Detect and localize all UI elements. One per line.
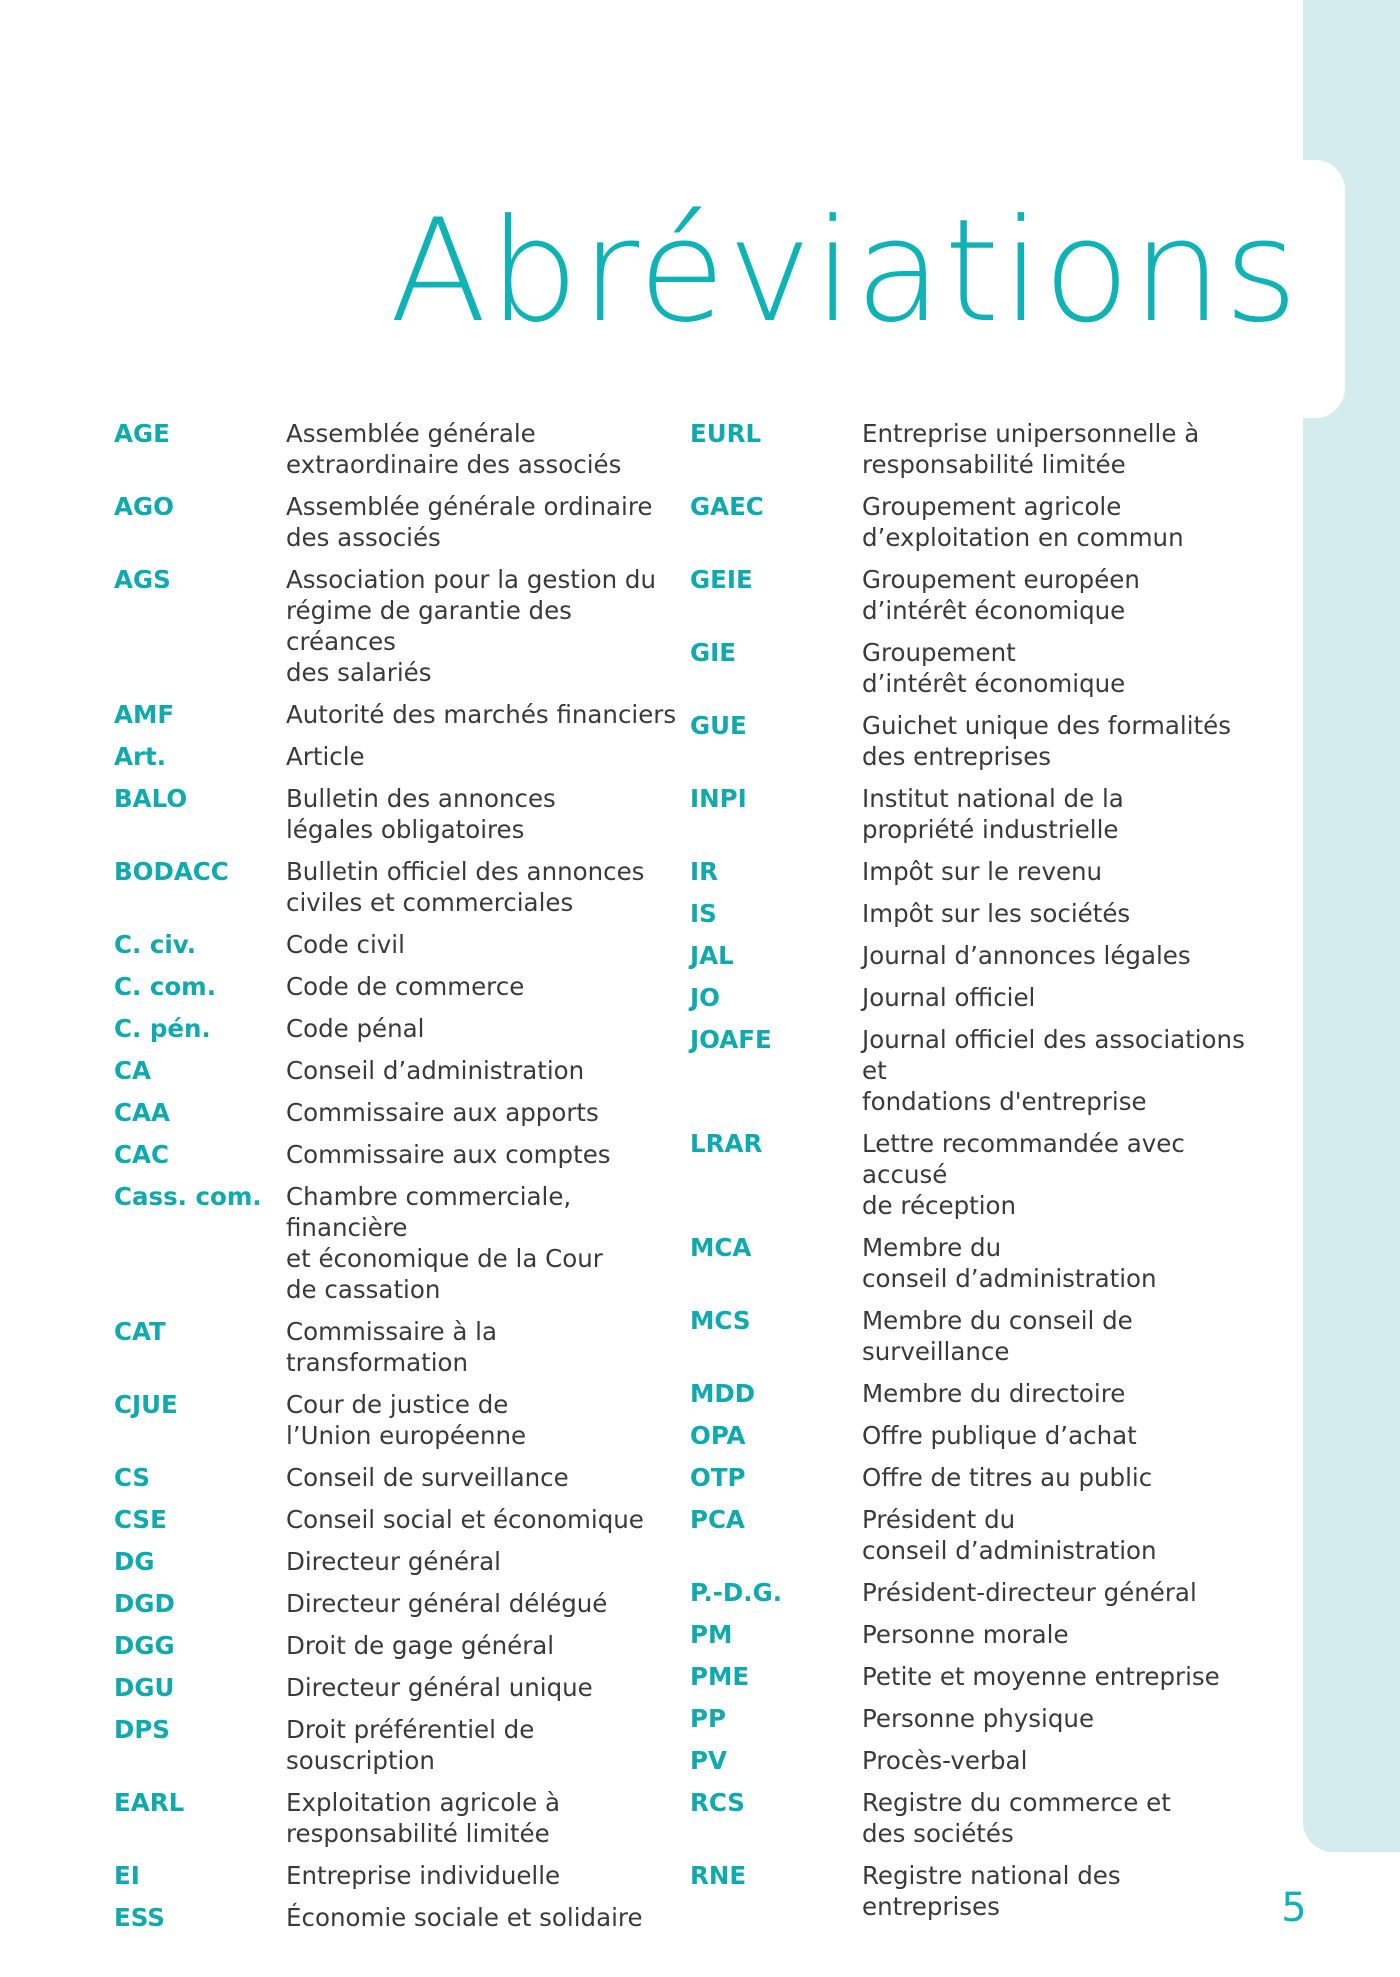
- abbreviation-entry: [114, 1860, 684, 1891]
- abbreviation-definition: Lettre recommandée avec accusé de réception: [862, 1129, 1185, 1220]
- abbreviation-term: AGE: [114, 419, 170, 448]
- abbreviation-definition: Personne physique: [862, 1704, 1095, 1733]
- abbreviation-definition: Commissaire aux apports: [286, 1098, 599, 1127]
- abbreviation-definition: Association pour la gestion du régime de garantie des créances des salariés: [286, 565, 657, 687]
- abbreviation-term: CS: [114, 1463, 151, 1492]
- abbreviation-definition: Directeur général: [286, 1547, 501, 1576]
- abbreviation-term: DGD: [114, 1589, 175, 1618]
- abbreviation-term: INPI: [690, 784, 747, 813]
- abbreviation-entry: [114, 1787, 684, 1849]
- abbreviation-entry: [690, 1745, 1260, 1776]
- abbreviation-definition: Groupement européen d’intérêt économique: [862, 565, 1140, 625]
- abbreviation-definition: Impôt sur les sociétés: [862, 899, 1131, 928]
- abbreviation-entry: [114, 1504, 684, 1535]
- abbreviation-definition: Journal officiel des associations et fondations d'entreprise: [862, 1025, 1245, 1116]
- abbreviation-list-left: [114, 418, 684, 1944]
- abbreviation-definition: Cour de justice de l’Union européenne: [286, 1390, 527, 1450]
- abbreviation-term: AGO: [114, 492, 174, 521]
- abbreviation-term: IS: [690, 899, 717, 928]
- abbreviation-definition: Directeur général unique: [286, 1673, 593, 1702]
- abbreviation-definition: Registre du commerce et des sociétés: [862, 1788, 1171, 1848]
- abbreviation-entry: [690, 783, 1260, 845]
- abbreviation-term: GAEC: [690, 492, 764, 521]
- abbreviation-entry: [114, 699, 684, 730]
- abbreviation-entry: [114, 929, 684, 960]
- abbreviation-definition: Procès-verbal: [862, 1746, 1028, 1775]
- abbreviation-term: DGG: [114, 1631, 175, 1660]
- abbreviation-entry: [690, 1378, 1260, 1409]
- abbreviation-term: Art.: [114, 742, 167, 771]
- abbreviation-definition: Bulletin officiel des annonces civiles et commerciales: [286, 857, 645, 917]
- abbreviation-term: MDD: [690, 1379, 756, 1408]
- abbreviation-entry: [114, 564, 684, 688]
- abbreviation-definition: Personne morale: [862, 1620, 1069, 1649]
- abbreviation-definition: Exploitation agricole à responsabilité limitée: [286, 1788, 561, 1848]
- abbreviation-term: C. com.: [114, 972, 217, 1001]
- abbreviation-entry: [690, 1305, 1260, 1367]
- abbreviation-term: P.-D.G.: [690, 1578, 782, 1607]
- abbreviation-entry: [114, 1546, 684, 1577]
- abbreviation-term: JO: [690, 983, 720, 1012]
- abbreviation-term: GIE: [690, 638, 736, 667]
- abbreviation-entry: [114, 1013, 684, 1044]
- abbreviation-entry: [690, 491, 1260, 553]
- abbreviation-term: Cass. com.: [114, 1182, 262, 1211]
- abbreviation-term: EARL: [114, 1788, 185, 1817]
- abbreviation-definition: Directeur général délégué: [286, 1589, 608, 1618]
- abbreviation-term: LRAR: [690, 1129, 763, 1158]
- abbreviation-entry: [690, 637, 1260, 699]
- abbreviation-entry: [690, 1504, 1260, 1566]
- abbreviation-entry: [690, 898, 1260, 929]
- abbreviation-entry: [690, 1703, 1260, 1734]
- page-number: 5: [1281, 1885, 1307, 1931]
- abbreviation-entry: [690, 856, 1260, 887]
- abbreviation-definition: Groupement d’intérêt économique: [862, 638, 1126, 698]
- abbreviation-definition: Code pénal: [286, 1014, 425, 1043]
- abbreviation-entry: [690, 1420, 1260, 1451]
- abbreviation-definition: Groupement agricole d’exploitation en commun: [862, 492, 1184, 552]
- abbreviation-term: CA: [114, 1056, 151, 1085]
- abbreviation-term: BALO: [114, 784, 188, 813]
- abbreviation-term: RCS: [690, 1788, 745, 1817]
- abbreviation-definition: Assemblée générale ordinaire des associés: [286, 492, 653, 552]
- abbreviation-definition: Code civil: [286, 930, 405, 959]
- abbreviation-term: MCA: [690, 1233, 752, 1262]
- abbreviation-term: PV: [690, 1746, 727, 1775]
- abbreviation-definition: Article: [286, 742, 365, 771]
- abbreviation-definition: Conseil de surveillance: [286, 1463, 569, 1492]
- abbreviation-definition: Entreprise individuelle: [286, 1861, 561, 1890]
- abbreviation-entry: [114, 1672, 684, 1703]
- abbreviation-term: C. civ.: [114, 930, 197, 959]
- abbreviation-term: OPA: [690, 1421, 746, 1450]
- abbreviation-definition: Droit de gage général: [286, 1631, 555, 1660]
- abbreviation-term: PM: [690, 1620, 733, 1649]
- abbreviation-entry: [690, 1619, 1260, 1650]
- abbreviation-term: DPS: [114, 1715, 170, 1744]
- abbreviation-definition: Président-directeur général: [862, 1578, 1197, 1607]
- abbreviation-term: DG: [114, 1547, 155, 1576]
- abbreviation-term: PCA: [690, 1505, 745, 1534]
- abbreviation-entry: [114, 1462, 684, 1493]
- abbreviation-entry: [114, 1097, 684, 1128]
- abbreviation-definition: Institut national de la propriété industrielle: [862, 784, 1124, 844]
- abbreviation-entry: [114, 1181, 684, 1305]
- abbreviation-definition: Bulletin des annonces légales obligatoires: [286, 784, 556, 844]
- abbreviation-entry: [690, 418, 1260, 480]
- abbreviation-term: DGU: [114, 1673, 175, 1702]
- abbreviation-term: JAL: [690, 941, 734, 970]
- abbreviation-definition: Droit préférentiel de souscription: [286, 1715, 535, 1775]
- abbreviation-term: PP: [690, 1704, 726, 1733]
- abbreviation-definition: Président du conseil d’administration: [862, 1505, 1157, 1565]
- abbreviation-entry: [114, 491, 684, 553]
- abbreviation-definition: Commissaire aux comptes: [286, 1140, 611, 1169]
- abbreviation-definition: Membre du directoire: [862, 1379, 1126, 1408]
- abbreviation-definition: Conseil d’administration: [286, 1056, 585, 1085]
- abbreviation-definition: Impôt sur le revenu: [862, 857, 1103, 886]
- abbreviation-entry: [690, 710, 1260, 772]
- abbreviation-term: JOAFE: [690, 1025, 772, 1054]
- abbreviation-definition: Journal d’annonces légales: [862, 941, 1191, 970]
- abbreviation-term: ESS: [114, 1903, 165, 1932]
- abbreviation-definition: Petite et moyenne entreprise: [862, 1662, 1220, 1691]
- abbreviation-entry: [690, 1024, 1260, 1117]
- abbreviation-term: CAC: [114, 1140, 169, 1169]
- abbreviation-definition: Membre du conseil de surveillance: [862, 1306, 1133, 1366]
- abbreviation-definition: Assemblée générale extraordinaire des associés: [286, 419, 622, 479]
- abbreviation-entry: [114, 783, 684, 845]
- abbreviation-term: GEIE: [690, 565, 753, 594]
- page-title: Abréviations: [389, 189, 1300, 354]
- abbreviation-entry: [690, 1661, 1260, 1692]
- abbreviation-entry: [690, 1860, 1260, 1922]
- abbreviation-entry: [690, 982, 1260, 1013]
- abbreviation-entry: [114, 1055, 684, 1086]
- abbreviation-term: CAA: [114, 1098, 170, 1127]
- abbreviation-term: OTP: [690, 1463, 746, 1492]
- abbreviation-entry: [690, 940, 1260, 971]
- abbreviation-definition: Offre de titres au public: [862, 1463, 1153, 1492]
- abbreviation-entry: [114, 1630, 684, 1661]
- abbreviation-term: CSE: [114, 1505, 167, 1534]
- abbreviation-entry: [690, 1462, 1260, 1493]
- abbreviation-entry: [114, 1316, 684, 1378]
- abbreviation-list-right: [690, 418, 1260, 1933]
- abbreviation-definition: Guichet unique des formalités des entreprises: [862, 711, 1231, 771]
- abbreviation-definition: Commissaire à la transformation: [286, 1317, 498, 1377]
- abbreviation-entry: [114, 856, 684, 918]
- abbreviation-term: C. pén.: [114, 1014, 211, 1043]
- abbreviation-entry: [690, 1232, 1260, 1294]
- abbreviation-term: EURL: [690, 419, 762, 448]
- abbreviation-entry: [690, 564, 1260, 626]
- abbreviation-term: GUE: [690, 711, 747, 740]
- abbreviation-term: PME: [690, 1662, 750, 1691]
- abbreviation-term: BODACC: [114, 857, 229, 886]
- abbreviation-term: IR: [690, 857, 718, 886]
- abbreviation-entry: [114, 1139, 684, 1170]
- abbreviation-entry: [690, 1577, 1260, 1608]
- abbreviation-entry: [114, 1714, 684, 1776]
- abbreviation-definition: Registre national des entreprises: [862, 1861, 1121, 1921]
- abbreviation-term: MCS: [690, 1306, 751, 1335]
- abbreviation-entry: [690, 1787, 1260, 1849]
- abbreviation-entry: [114, 1588, 684, 1619]
- abbreviation-entry: [114, 418, 684, 480]
- abbreviation-definition: Chambre commerciale, financière et économique de la Cour de cassation: [286, 1182, 603, 1304]
- abbreviation-definition: Autorité des marchés financiers: [286, 700, 677, 729]
- abbreviation-term: RNE: [690, 1861, 747, 1890]
- abbreviation-term: EI: [114, 1861, 140, 1890]
- abbreviation-definition: Économie sociale et solidaire: [286, 1903, 643, 1932]
- abbreviation-definition: Entreprise unipersonnelle à responsabilité limitée: [862, 419, 1200, 479]
- abbreviation-entry: [114, 1389, 684, 1451]
- abbreviation-entry: [114, 1902, 684, 1933]
- abbreviation-definition: Offre publique d’achat: [862, 1421, 1137, 1450]
- abbreviation-definition: Membre du conseil d’administration: [862, 1233, 1157, 1293]
- abbreviation-term: AMF: [114, 700, 175, 729]
- abbreviation-definition: Journal officiel: [862, 983, 1036, 1012]
- abbreviation-definition: Code de commerce: [286, 972, 525, 1001]
- abbreviation-term: CAT: [114, 1317, 166, 1346]
- abbreviation-entry: [114, 971, 684, 1002]
- abbreviation-entry: [690, 1128, 1260, 1221]
- abbreviation-term: AGS: [114, 565, 171, 594]
- abbreviation-term: CJUE: [114, 1390, 178, 1419]
- abbreviation-definition: Conseil social et économique: [286, 1505, 644, 1534]
- abbreviation-entry: [114, 741, 684, 772]
